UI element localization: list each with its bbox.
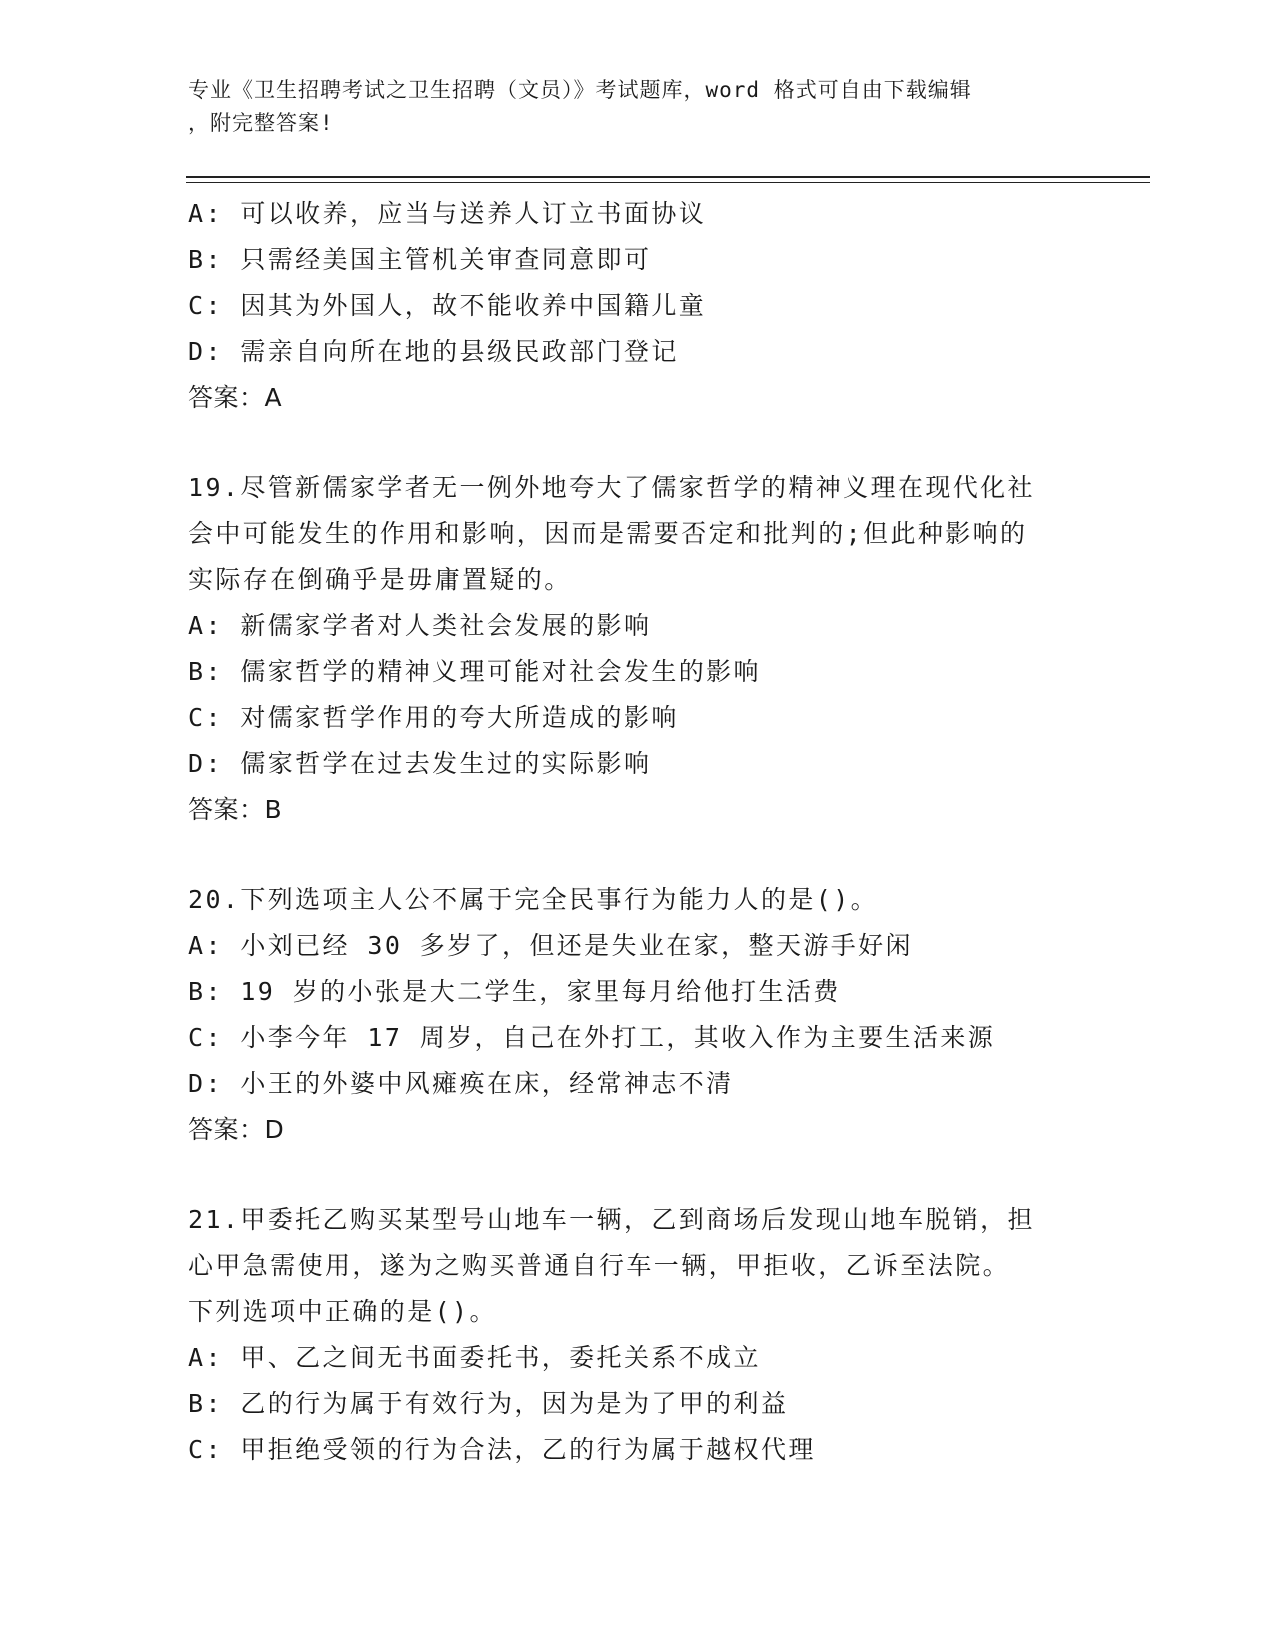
header-divider-thick (186, 176, 1150, 178)
option-a: A: 可以收养，应当与送养人订立书面协议 (188, 199, 707, 228)
question-stem: 19.尽管新儒家学者无一例外地夸大了儒家哲学的精神义理在现代化社 (188, 473, 1035, 502)
question-19 (188, 465, 1088, 833)
option-d: D: 小王的外婆中风瘫痪在床，经常神志不清 (188, 1069, 734, 1098)
option-b: B: 19 岁的小张是大二学生，家里每月给他打生活费 (188, 977, 841, 1006)
question-stem: 21.甲委托乙购买某型号山地车一辆，乙到商场后发现山地车脱销，担 (188, 1205, 1035, 1234)
header-line-2: ，附完整答案! (188, 111, 334, 135)
option-b: B: 乙的行为属于有效行为，因为是为了甲的利益 (188, 1389, 789, 1418)
header-line-1: 专业《卫生招聘考试之卫生招聘（文员）》考试题库，word 格式可自由下载编辑 (188, 78, 972, 102)
option-d: D: 儒家哲学在过去发生过的实际影响 (188, 749, 652, 778)
option-a: A: 新儒家学者对人类社会发展的影响 (188, 611, 652, 640)
document-header (188, 74, 1088, 140)
spacer (188, 1153, 1088, 1197)
spacer (188, 833, 1088, 877)
question-stem: 下列选项中正确的是()。 (188, 1297, 497, 1326)
answer-line: 答案：A (188, 383, 283, 412)
question-list (188, 191, 1088, 1473)
answer-line: 答案：B (188, 795, 283, 824)
question-stem: 会中可能发生的作用和影响，因而是需要否定和批判的;但此种影响的 (188, 519, 1028, 548)
option-c: C: 小李今年 17 周岁，自己在外打工，其收入作为主要生活来源 (188, 1023, 996, 1052)
option-a: A: 小刘已经 30 多岁了，但还是失业在家，整天游手好闲 (188, 931, 913, 960)
spacer (188, 421, 1088, 465)
answer-line: 答案：D (188, 1115, 285, 1144)
question-20 (188, 877, 1088, 1153)
option-a: A: 甲、乙之间无书面委托书，委托关系不成立 (188, 1343, 761, 1372)
option-b: B: 儒家哲学的精神义理可能对社会发生的影响 (188, 657, 761, 686)
question-stem: 20.下列选项主人公不属于完全民事行为能力人的是()。 (188, 885, 879, 914)
option-d: D: 需亲自向所在地的县级民政部门登记 (188, 337, 679, 366)
option-b: B: 只需经美国主管机关审查同意即可 (188, 245, 652, 274)
question-stem: 实际存在倒确乎是毋庸置疑的。 (188, 565, 572, 594)
option-c: C: 因其为外国人，故不能收养中国籍儿童 (188, 291, 707, 320)
question-18-continued (188, 191, 1088, 421)
question-21 (188, 1197, 1088, 1473)
option-c: C: 甲拒绝受领的行为合法，乙的行为属于越权代理 (188, 1435, 816, 1464)
question-stem: 心甲急需使用，遂为之购买普通自行车一辆，甲拒收，乙诉至法院。 (188, 1251, 1011, 1280)
option-c: C: 对儒家哲学作用的夸大所造成的影响 (188, 703, 679, 732)
header-divider-thin (186, 182, 1150, 183)
